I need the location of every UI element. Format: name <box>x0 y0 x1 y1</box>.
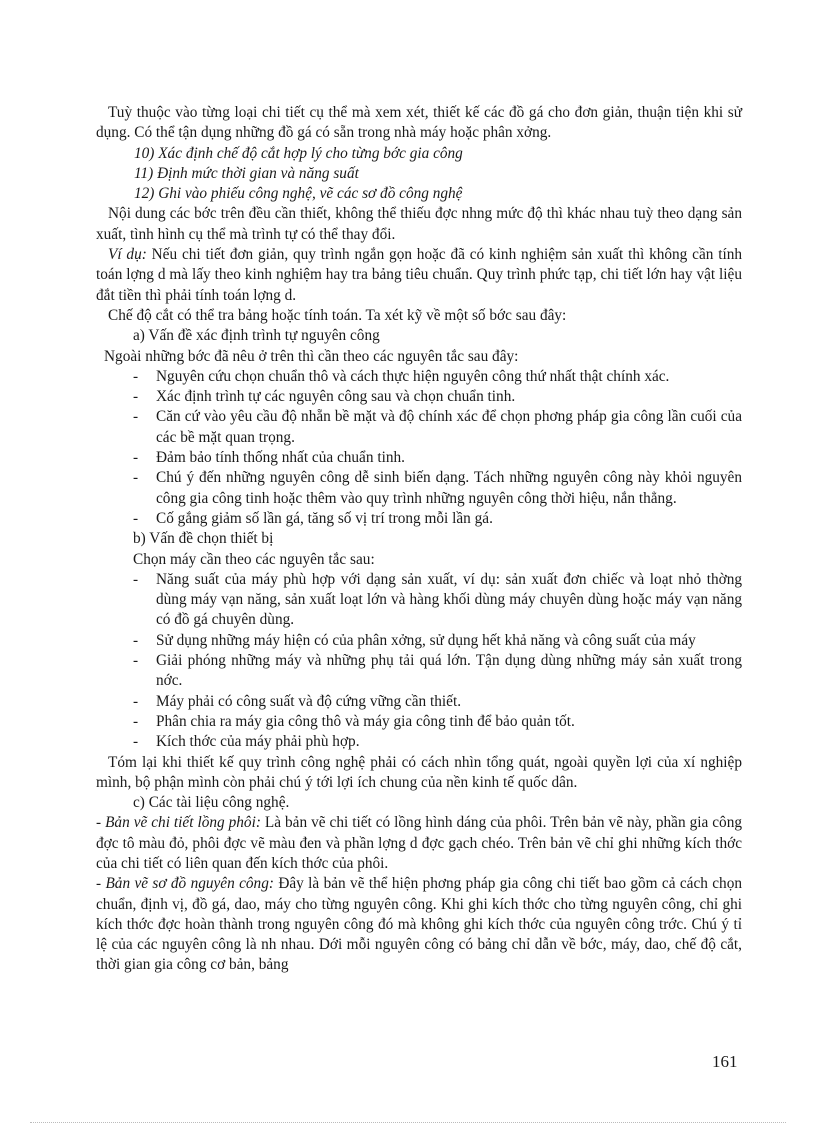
list-item: - Nguyên cứu chọn chuẩn thô và cách thực hiện nguyên công thứ nhất thật chính xác. <box>96 367 742 387</box>
list-item: - Đảm bảo tính thống nhất của chuẩn tinh. <box>96 448 742 468</box>
list-item: - Sử dụng những máy hiện có của phân xởng, sử dụng hết khả năng và công suất của máy <box>96 631 742 651</box>
paragraph-intro: Tuỳ thuộc vào từng loại chi tiết cụ thể mà xem xét, thiết kế các đồ gá cho đơn giản, thuận tiện khi sử dụng. Có thể tận dụng những đồ gá có sẵn trong nhà máy hoặc phân xởng. <box>96 104 742 142</box>
paragraph-content: Nội dung các bớc trên đều cần thiết, không thể thiếu đợc nhng mức độ thì khác nhau tuỳ theo dạng sản xuất, tình hình cụ thể mà trình tự có thể thay đổi. <box>96 205 742 243</box>
list-item: - Máy phải có công suất và độ cứng vững cần thiết. <box>96 692 742 712</box>
list-item: - Kích thớc của máy phải phù hợp. <box>96 732 742 752</box>
step-11: 11) Định mức thời gian và năng suất <box>134 164 359 182</box>
operation-diagram-text: Đây là bản vẽ thể hiện phơng pháp gia công chi tiết bao gồm cả cách chọn chuẩn, định vị, đồ gá, dao, máy cho từng nguyên công. Khi ghi kích thớc cho từng nguyên công, chỉ ghi kích thớc đợc hoàn thành trong nguyên công đó mà không ghi kích thớc của nguyên công trớc. Chú ý tỉ lệ của các nguyên công là nh nhau. Dới mỗi nguyên công có bảng chỉ dẫn về bớc, máy, dao, chế độ cắt, thời gian gia công cơ bản, bảng <box>96 875 742 974</box>
bullet-dash: - <box>133 712 139 730</box>
bullet-dash: - <box>133 388 139 406</box>
bullet-dash: - <box>133 631 139 649</box>
example-text: Nếu chi tiết đơn giản, quy trình ngắn gọn hoặc đã có kinh nghiệm sản xuất thì không cần tính toán lợng d mà lấy theo kinh nghiệm hay tra bảng tiêu chuẩn. Quy trình phức tạp, chi tiết lớn hay vật liệu đắt tiền thì phải tính toán lợng d. <box>96 246 742 304</box>
page-body <box>96 103 742 976</box>
paragraph-machine-rules: Chọn máy cần theo các nguyên tắc sau: <box>133 550 375 568</box>
paragraph-operation-diagram <box>96 874 742 975</box>
blank-drawing-text: Là bản vẽ chi tiết có lồng hình dáng của phôi. Trên bản vẽ này, phần gia công đợc tô màu đỏ, phôi đợc vẽ màu đen và phần lợng d đợc gạch chéo. Trên bản vẽ chỉ ghi những kích thớc của chi tiết có liên quan đến kích thớc của phôi. <box>96 814 742 872</box>
list-item: - Giải phóng những máy và những phụ tải quá lớn. Tận dụng dùng những máy sản xuất trong nớc. <box>96 651 742 692</box>
paragraph-cutting-mode: Chế độ cắt có thể tra bảng hoặc tính toán. Ta xét kỹ về một số bớc sau đây: <box>108 306 567 324</box>
list-item: - Xác định trình tự các nguyên công sau và chọn chuẩn tinh. <box>96 387 742 407</box>
list-item: - Phân chia ra máy gia công thô và máy gia công tinh để bảo quản tốt. <box>96 712 742 732</box>
paragraph-example <box>96 245 742 306</box>
paragraph-blank-drawing <box>96 813 742 874</box>
example-label: Ví dụ: <box>108 246 147 264</box>
blank-drawing-label: - Bản vẽ chi tiết lồng phôi: <box>96 814 261 832</box>
page-number: 161 <box>712 1052 738 1071</box>
list-item: - Cố gắng giảm số lần gá, tăng số vị trí trong mỗi lần gá. <box>96 509 742 529</box>
step-10: 10) Xác định chế độ cắt hợp lý cho từng bớc gia công <box>134 144 463 162</box>
operation-diagram-label: - Bản vẽ sơ đồ nguyên công: <box>96 875 274 893</box>
list-item: - Căn cứ vào yêu cầu độ nhẵn bề mặt và độ chính xác để chọn phơng pháp gia công lần cuối của các bề mặt quan trọng. <box>96 407 742 448</box>
bullet-dash: - <box>133 570 139 588</box>
paragraph-principles: Ngoài những bớc đã nêu ở trên thì cần theo các nguyên tắc sau đây: <box>104 347 519 365</box>
paragraph-summary: Tóm lại khi thiết kế quy trình công nghệ phải có cách nhìn tổng quát, ngoài quyền lợi của xí nghiệp mình, bộ phận mình còn phải chú ý tới lợi ích chung của nền kinh tế quốc dân. <box>96 753 742 791</box>
bullet-dash: - <box>133 652 139 670</box>
bullet-dash: - <box>133 469 139 487</box>
bullet-dash: - <box>133 367 139 385</box>
heading-c: c) Các tài liệu công nghệ. <box>133 794 290 812</box>
bullet-dash: - <box>133 408 139 426</box>
list-item: - Chú ý đến những nguyên công dễ sinh biến dạng. Tách những nguyên công này khỏi nguyên công gia công tinh hoặc thêm vào quy trình những nguyên công thời hiệu, nắn thẳng. <box>96 468 742 509</box>
list-item: - Năng suất của máy phù hợp với dạng sản xuất, ví dụ: sản xuất đơn chiếc và loạt nhỏ thờng dùng máy vạn năng, sản xuất loạt lớn và hàng khối dùng máy chuyên dùng hoặc máy vạn năng có đồ gá chuyên dùng. <box>96 570 742 631</box>
bullet-dash: - <box>133 733 139 751</box>
bullet-dash: - <box>133 509 139 527</box>
list-a <box>96 367 742 529</box>
bullet-dash: - <box>133 692 139 710</box>
list-b <box>96 570 742 753</box>
bullet-dash: - <box>133 449 139 467</box>
step-12: 12) Ghi vào phiếu công nghệ, vẽ các sơ đồ công nghệ <box>134 185 463 203</box>
heading-b: b) Vấn đề chọn thiết bị <box>133 530 274 548</box>
heading-a: a) Vấn đề xác định trình tự nguyên công <box>133 327 380 345</box>
